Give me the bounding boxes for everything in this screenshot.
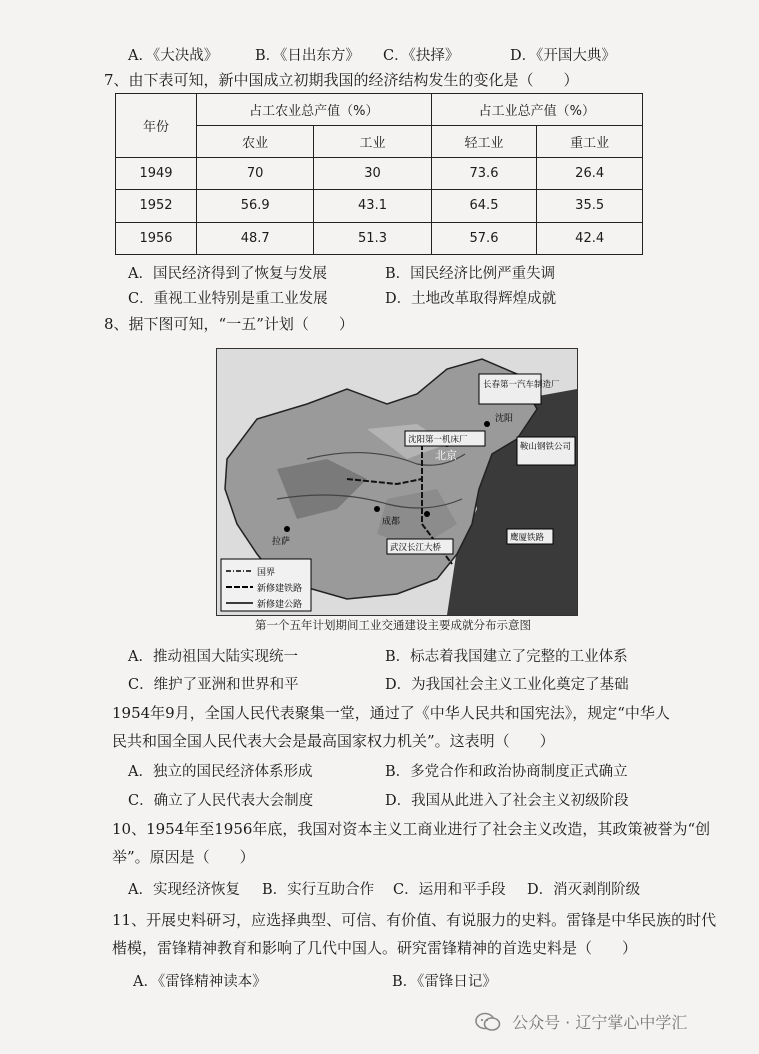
beijing-label: 北京 — [435, 449, 457, 462]
legend-road-text: 新修建公路 — [257, 600, 303, 610]
q6-option-c: C．《抉择》 — [383, 48, 460, 64]
table-col-header: 重工业 — [537, 126, 643, 158]
q11-stem-line1: 11、开展史料研习，应选择典型、可信、有价值、有说服力的史料。雷锋是中华民族的时代 — [112, 911, 717, 929]
table-group-header-1: 占工农业总产值（%） — [197, 94, 432, 126]
table-year-header: 年份 — [116, 94, 197, 158]
q7-option-b: B．国民经济比例严重失调 — [385, 266, 556, 282]
q7-stem: 7、由下表可知，新中国成立初期我国的经济结构发生的变化是（ ） — [104, 71, 579, 89]
q10-option-b: B．实行互助合作 — [262, 882, 375, 898]
q9-option-d: D．我国从此进入了社会主义初级阶段 — [385, 793, 629, 809]
table-cell-year: 1952 — [116, 190, 197, 222]
five-year-plan-map — [216, 348, 578, 616]
q7-option-a: A．国民经济得到了恢复与发展 — [128, 266, 327, 282]
q7-option-c: C．重视工业特别是重工业发展 — [128, 291, 328, 307]
q9-stem-line1: 1954年9月，全国人民代表聚集一堂，通过了《中华人民共和国宪法》，规定“中华人 — [112, 704, 670, 722]
yingxia-label: 鹰厦铁路 — [510, 533, 545, 543]
table-cell: 70 — [197, 158, 314, 190]
q9-option-a: A．独立的国民经济体系形成 — [128, 764, 313, 780]
table-cell: 64.5 — [431, 190, 537, 222]
q9-stem-line2: 民共和国全国人民代表大会是最高国家权力机关”。这表明（ ） — [112, 732, 555, 750]
table-col-header: 工业 — [314, 126, 431, 158]
q6-option-d: D．《开国大典》 — [510, 48, 616, 64]
table-cell: 35.5 — [537, 190, 643, 222]
changchun-label: 长春第一汽车制造厂 — [483, 380, 560, 390]
table-cell: 48.7 — [197, 222, 314, 254]
shenyang-plant-label: 沈阳第一机床厂 — [408, 435, 468, 445]
table-col-header: 轻工业 — [431, 126, 537, 158]
q11-option-b: B．《雷锋日记》 — [392, 974, 497, 990]
q9-option-c: C．确立了人民代表大会制度 — [128, 793, 314, 809]
q7-option-d: D．土地改革取得辉煌成就 — [385, 291, 557, 307]
chengdu-label: 成都 — [382, 517, 401, 527]
table-cell: 57.6 — [431, 222, 537, 254]
q11-option-a: A．《雷锋精神读本》 — [133, 974, 267, 990]
q10-option-c: C．运用和平手段 — [393, 882, 506, 898]
table-cell: 42.4 — [537, 222, 643, 254]
table-row — [116, 222, 643, 254]
legend-railway-text: 新修建铁路 — [257, 584, 303, 594]
q11-stem-line2: 楷模，雷锋精神教育和影响了几代中国人。研究雷锋精神的首选史料是（ ） — [112, 939, 638, 957]
wuhan-label: 武汉长江大桥 — [390, 543, 442, 553]
q10-stem-line1: 10、1954年至1956年底，我国对资本主义工商业进行了社会主义改造，其政策被誉为“创 — [112, 820, 711, 838]
q8-option-b: B．标志着我国建立了完整的工业体系 — [385, 649, 628, 665]
table-cell: 43.1 — [314, 190, 431, 222]
shenyang-label: 沈阳 — [495, 414, 514, 424]
wuhan-marker — [424, 511, 430, 517]
map-caption: 第一个五年计划期间工业交通建设主要成就分布示意图 — [255, 618, 531, 632]
q6-option-a: A．《大决战》 — [128, 48, 219, 64]
watermark-text: 公众号 · 辽宁掌心中学汇 — [512, 1013, 688, 1032]
table-group-header-2: 占工业总产值（%） — [431, 94, 642, 126]
q7-table — [115, 93, 643, 255]
wechat-icon — [475, 1012, 501, 1032]
lasa-label: 拉萨 — [272, 537, 291, 547]
q8-stem: 8、据下图可知，“一五”计划（ ） — [104, 315, 354, 333]
q9-option-b: B．多党合作和政治协商制度正式确立 — [385, 764, 628, 780]
q8-option-d: D．为我国社会主义工业化奠定了基础 — [385, 677, 629, 693]
chengdu-marker — [374, 506, 380, 512]
shenyang-marker — [484, 421, 490, 427]
q10-option-a: A．实现经济恢复 — [128, 882, 240, 898]
table-row — [116, 190, 643, 222]
table-cell-year: 1956 — [116, 222, 197, 254]
table-col-header: 农业 — [197, 126, 314, 158]
anshan-label: 鞍山钢铁公司 — [520, 442, 572, 452]
lasa-marker — [284, 526, 290, 532]
table-row — [116, 158, 643, 190]
legend-border-text: 国界 — [257, 568, 276, 578]
q8-option-a: A．推动祖国大陆实现统一 — [128, 649, 298, 665]
table-cell-year: 1949 — [116, 158, 197, 190]
q6-option-b: B．《日出东方》 — [255, 48, 360, 64]
table-cell: 51.3 — [314, 222, 431, 254]
watermark — [475, 1010, 687, 1033]
q8-option-c: C．维护了亚洲和世界和平 — [128, 677, 299, 693]
q10-stem-line2: 举”。原因是（ ） — [112, 848, 255, 866]
table-cell: 30 — [314, 158, 431, 190]
map-svg — [217, 349, 577, 615]
table-cell: 56.9 — [197, 190, 314, 222]
table-cell: 73.6 — [431, 158, 537, 190]
table-cell: 26.4 — [537, 158, 643, 190]
q10-option-d: D．消灭剥削阶级 — [527, 882, 641, 898]
